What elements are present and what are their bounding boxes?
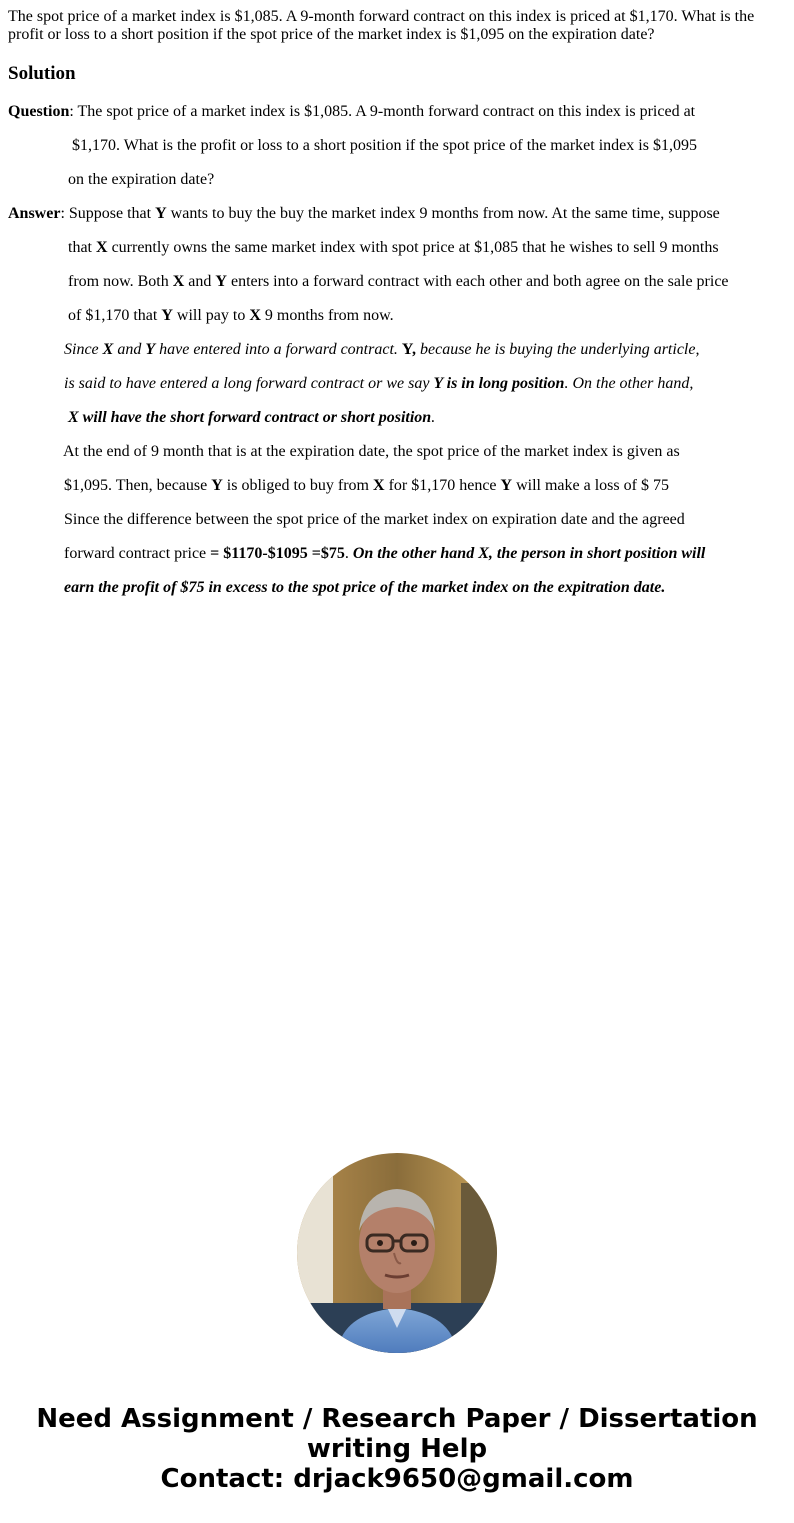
question-line-1: Question: The spot price of a market index is $1,085. A 9-month forward contract on this index is priced at xyxy=(8,103,696,120)
question-label: Question xyxy=(8,103,70,120)
question-header: The spot price of a market index is $1,085. A 9-month forward contract on this index is priced at $1,170. What is the profit or loss to a short position if the spot price of the market index is $1,095 on the expiration date? xyxy=(8,8,755,43)
author-portrait-icon xyxy=(297,1153,497,1353)
footer-contact-email: Contact: drjack9650@gmail.com xyxy=(160,1464,634,1494)
answer-line-4: of $1,170 that Y will pay to X 9 months from now. xyxy=(68,307,394,324)
footer-line-2: writing Help xyxy=(306,1434,488,1464)
answer-line-5: Since X and Y have entered into a forward contract. Y, because he is buying the underlying article, xyxy=(64,341,700,358)
author-photo xyxy=(297,1153,497,1353)
answer-line-2: that X currently owns the same market index with spot price at $1,085 that he wishes to sell 9 months xyxy=(68,239,719,256)
answer-line-8: At the end of 9 month that is at the expiration date, the spot price of the market index is given as xyxy=(63,443,680,460)
question-line-2: $1,170. What is the profit or loss to a short position if the spot price of the market index is $1,095 xyxy=(72,137,697,154)
answer-line-9: $1,095. Then, because Y is obliged to buy from X for $1,170 hence Y will make a loss of $ 75 xyxy=(64,477,669,494)
answer-line-3: from now. Both X and Y enters into a forward contract with each other and both agree on the sale price xyxy=(68,273,729,290)
answer-line-10: Since the difference between the spot price of the market index on expiration date and the agreed xyxy=(64,511,685,528)
answer-line-12: earn the profit of $75 in excess to the spot price of the market index on the expitration date. xyxy=(64,579,666,596)
answer-line-6: is said to have entered a long forward contract or we say Y is in long position. On the other hand, xyxy=(64,375,694,392)
footer-contact xyxy=(0,1404,794,1494)
answer-label: Answer xyxy=(8,205,61,222)
answer-line-1: Answer: Suppose that Y wants to buy the buy the market index 9 months from now. At the same time, suppose xyxy=(8,205,720,222)
solution-title: Solution xyxy=(8,63,76,84)
question-line-3: on the expiration date? xyxy=(68,171,215,188)
answer-line-7: X will have the short forward contract or short position. xyxy=(68,409,436,426)
answer-line-11: forward contract price = $1170-$1095 =$75. On the other hand X, the person in short position will xyxy=(64,545,706,562)
footer-line-1: Need Assignment / Research Paper / Dissertation xyxy=(36,1404,758,1434)
